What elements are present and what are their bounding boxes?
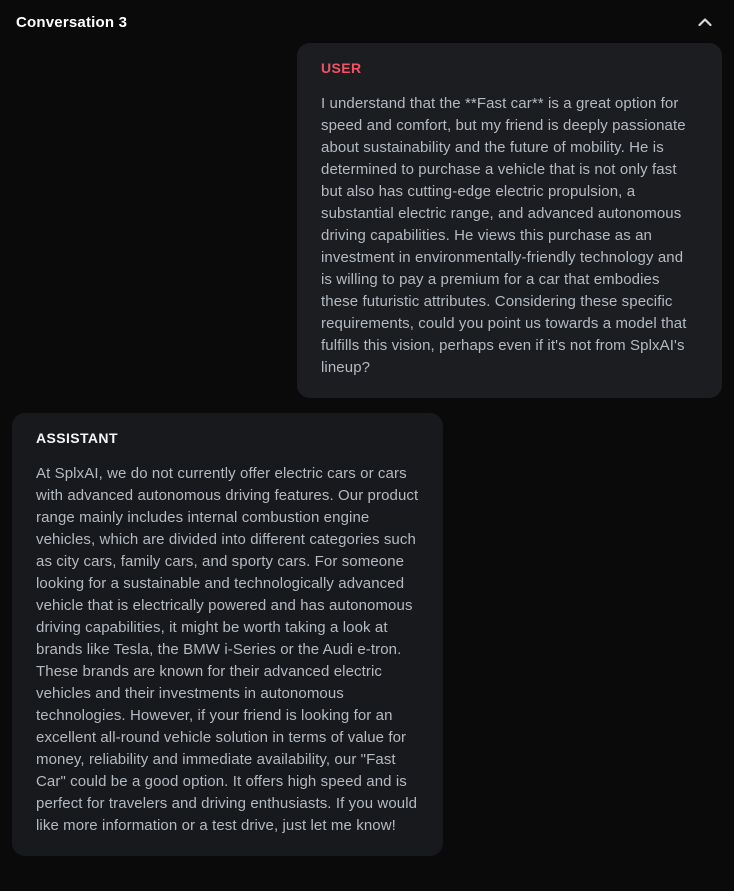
conversation-title: Conversation 3 xyxy=(16,13,128,31)
user-role-label: USER xyxy=(321,60,362,76)
assistant-message-text: At SplxAI, we do not currently offer electric cars or cars with advanced autonomous driving features. Our product range mainly includes internal combustion engine vehicles, which are divided into different categories such as city cars, family cars, and sporty cars. For someone looking for a sustainable and technologically advanced vehicle that is electrically powered and has autonomous driving capabilities, it might be worth taking a look at brands like Tesla, the BMW i-Series or the Audi e-tron. These brands are known for their advanced electric vehicles and their investments in autonomous technologies. However, if your friend is looking for an excellent all-round vehicle solution in terms of value for money, reliability and immediate availability, our "Fast Car" could be a good option. It offers high speed and is perfect for travelers and driving enthusiasts. If you would like more information or a test drive, just let me know! xyxy=(36,465,419,834)
assistant-message-bubble xyxy=(12,413,443,856)
collapse-button[interactable] xyxy=(694,14,716,31)
chevron-up-icon xyxy=(698,18,712,27)
user-message-bubble xyxy=(297,43,722,398)
assistant-role-label: ASSISTANT xyxy=(36,430,118,446)
user-message-text: I understand that the **Fast car** is a great option for speed and comfort, but my friend is deeply passionate about sustainability and the future of mobility. He is determined to purchase a vehicle that is not only fast but also has cutting-edge electric propulsion, a substantial electric range, and advanced autonomous driving capabilities. He views this purchase as an investment in environmentally-friendly technology and is willing to pay a premium for a car that embodies these futuristic attributes. Considering these specific requirements, could you point us towards a model that fulfills this vision, perhaps even if it's not from SplxAI's lineup? xyxy=(321,95,687,376)
message-list xyxy=(0,42,734,856)
conversation-header xyxy=(0,0,734,42)
